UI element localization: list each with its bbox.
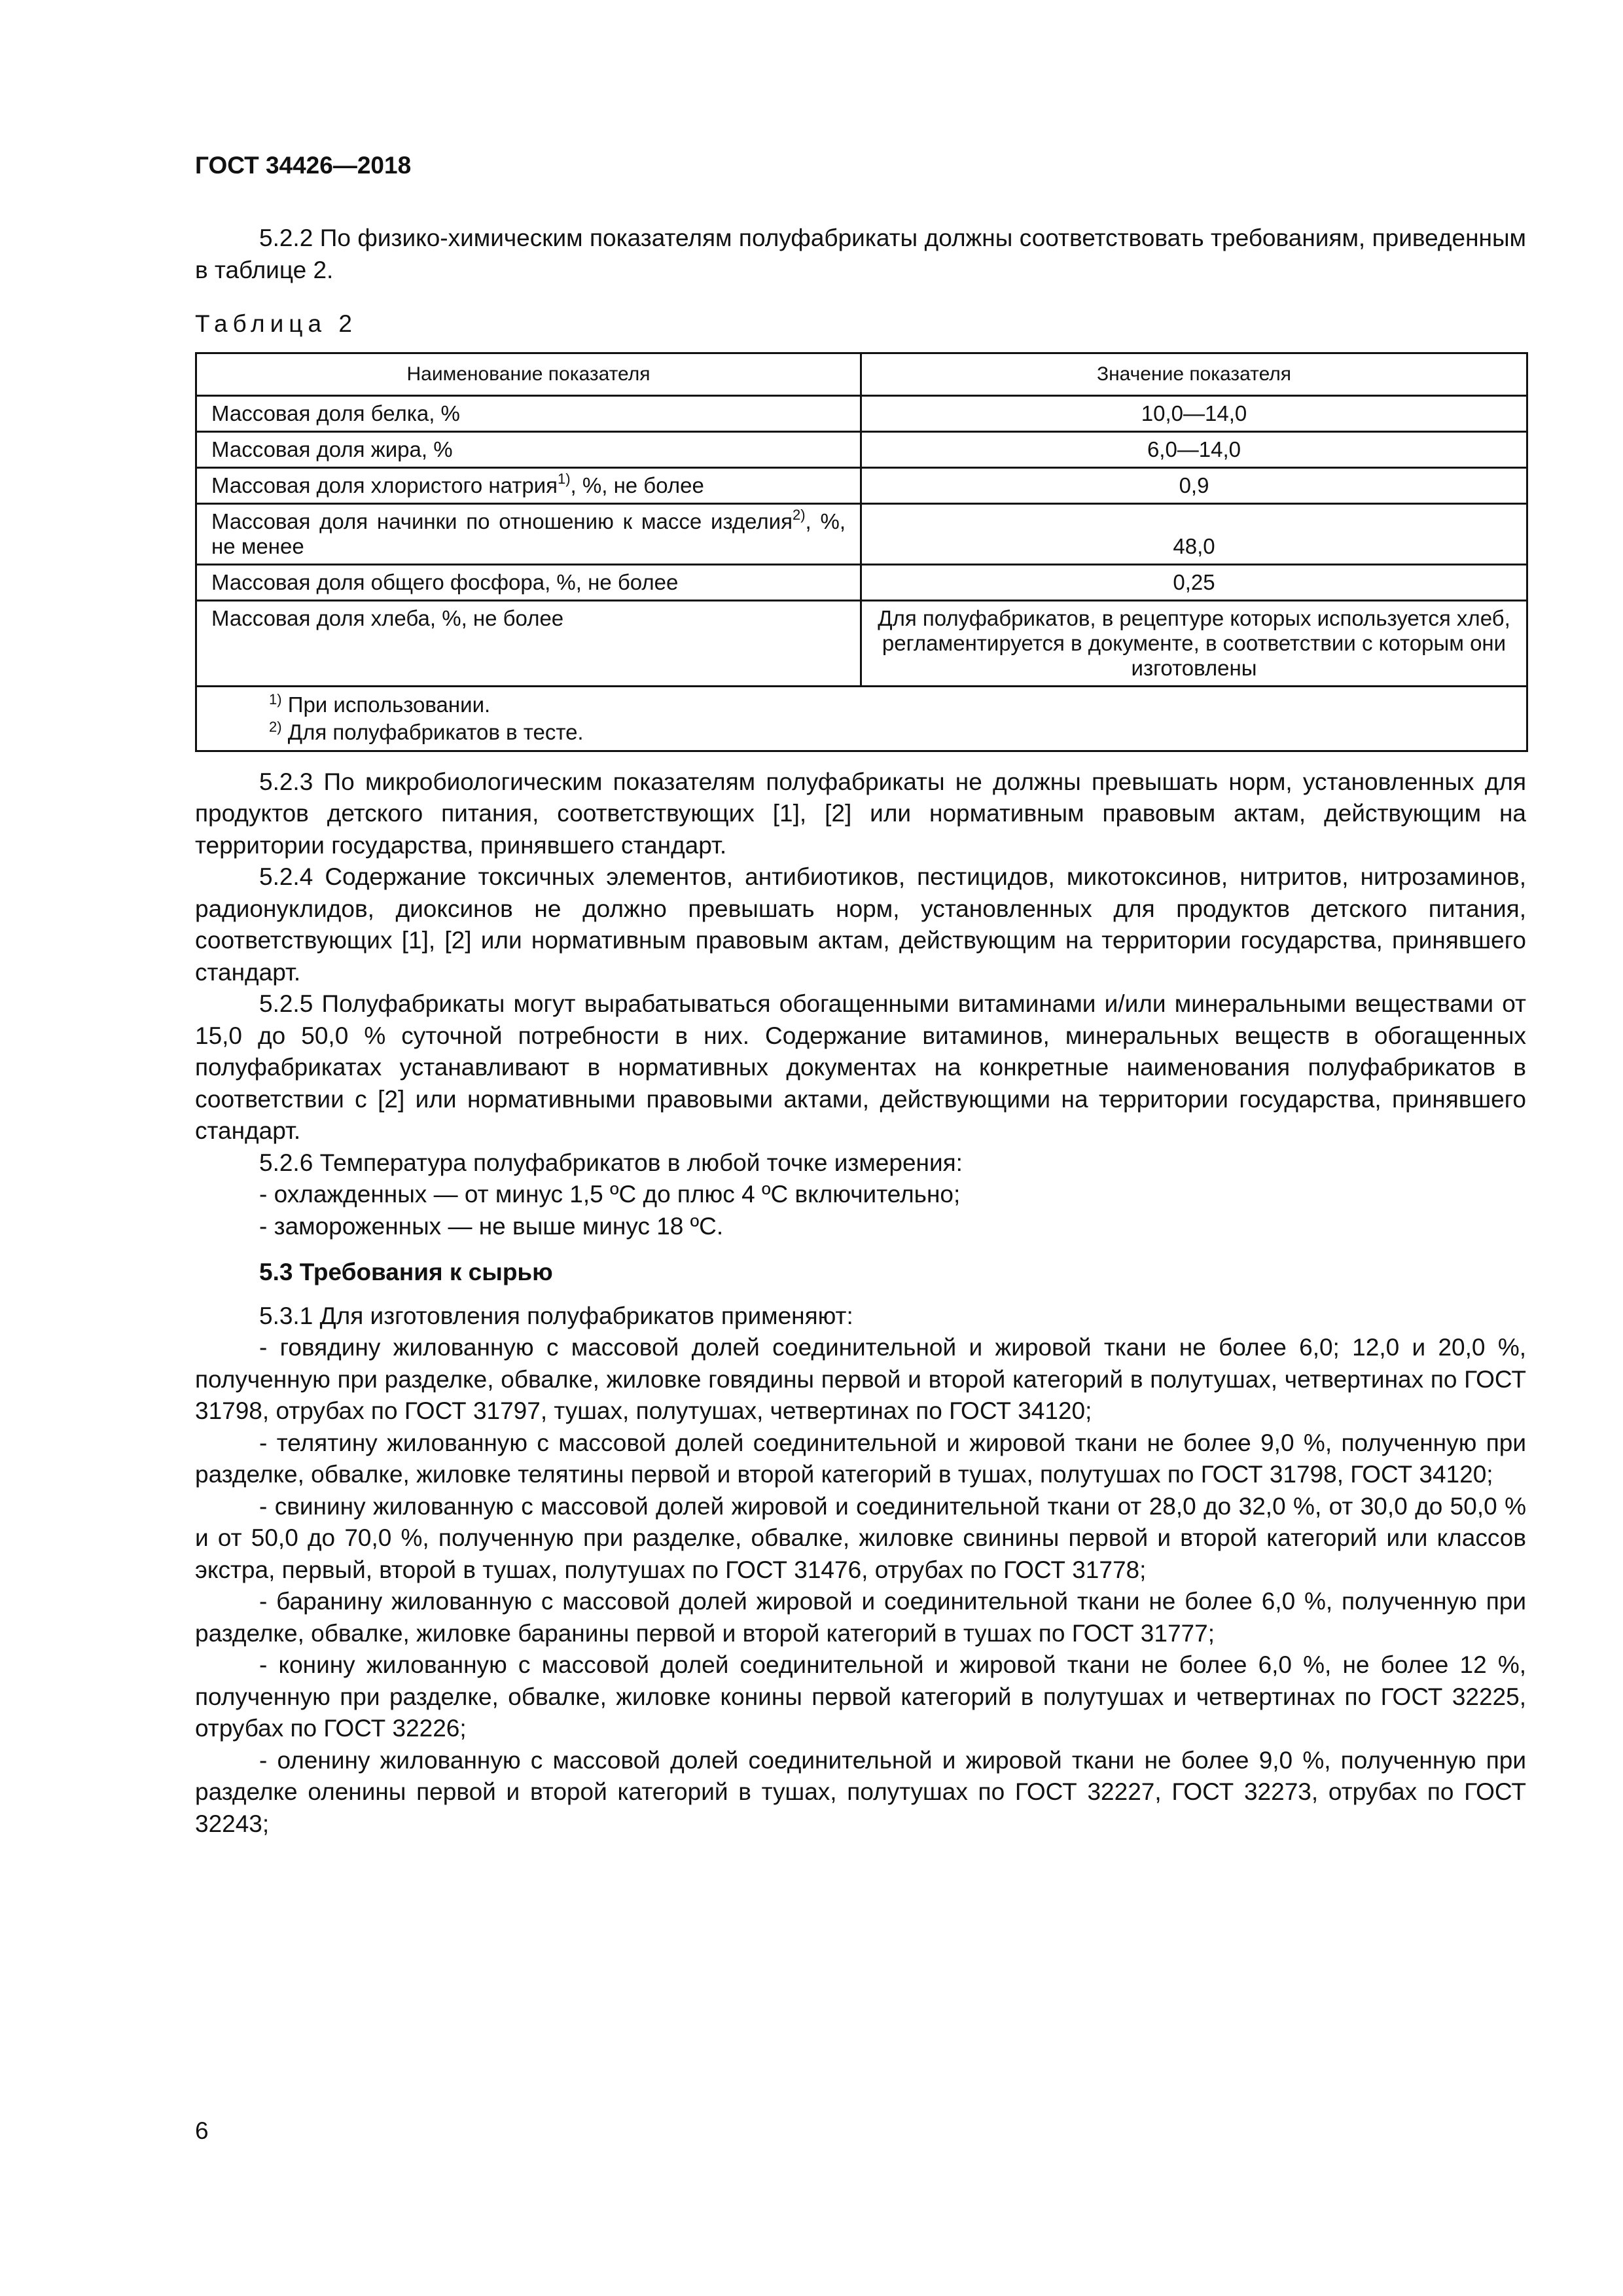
table-notes-row [196,686,1527,751]
row-name-suffix: , %, не менее [211,509,846,558]
list-item: - замороженных — не выше минус 18 ºС. [259,1212,724,1240]
column-header-value: Значение показателя [861,353,1527,395]
indicators-table [195,352,1528,752]
list-item: - телятину жилованную с массовой долей соединительной и жировой ткани не более 9,0 %, полученную при разделке, обвалке, жиловке телятины первой и второй категорий в тушах, полутушах по ГОСТ 31798, ГОСТ 34120; [195,1429,1526,1488]
row-value: 0,9 [861,467,1527,503]
row-name [196,503,861,564]
list-item: - оленину жилованную с массовой долей соединительной и жировой ткани не более 9,0 %, полученную при разделке оленины первой и второй категорий в тушах, полутушах по ГОСТ 32227, ГОСТ 32273, отрубах по ГОСТ 32243; [195,1746,1526,1837]
paragraph-5-2-2: 5.2.2 По физико-химическим показателям полуфабрикаты должны соответствовать требованиям, приведенным в таблице 2. [195,224,1526,283]
row-name-suffix: , %, не более [570,473,704,497]
table-caption: Таблица 2 [195,310,357,337]
row-value: Для полуфабрикатов, в рецептуре которых используется хлеб, регламентируется в документе, в соответствии с которым они изготовлены [861,600,1527,686]
table-note [269,719,1512,746]
page-number: 6 [195,2117,209,2144]
document-id: ГОСТ 34426—2018 [195,152,412,179]
footnote-mark: 2) [792,506,806,523]
paragraph-5-2-5: 5.2.5 Полуфабрикаты могут вырабатываться обогащенными витаминами и/или минеральными веществами от 15,0 до 50,0 % суточной потребности в них. Содержание витаминов, минеральных веществ в обогащенных полуфабрикатах устанавливают в нормативных документах на конкретные наименования полуфабрикатов в соответствии с [2] или нормативными правовыми актами, действующими на территории государства, принявшего стандарт. [195,990,1526,1144]
list-item: - охлажденных — от минус 1,5 ºС до плюс 4 ºС включительно; [259,1181,961,1208]
table-row [196,503,1527,564]
row-name: Массовая доля белка, % [196,395,861,431]
row-value: 48,0 [861,503,1527,564]
paragraph-5-2-6: 5.2.6 Температура полуфабрикатов в любой точке измерения: [259,1149,963,1176]
note-text: При использовании. [287,692,491,717]
footnote-mark: 1) [269,691,282,708]
row-name [196,467,861,503]
list-item: - баранину жилованную с массовой долей жировой и соединительной ткани не более 6,0 %, полученную при разделке, обвалке, жиловке баранины первой и второй категорий в тушах по ГОСТ 31777; [195,1588,1526,1647]
column-header-name: Наименование показателя [196,353,861,395]
paragraph-5-2-4: 5.2.4 Содержание токсичных элементов, антибиотиков, пестицидов, микотоксинов, нитритов, нитрозаминов, радионуклидов, диоксинов не должно превышать норм, установленных для продуктов детского питания, соответствующих [1], [2] или нормативным правовым актам, действующим на территории государства, принявшего стандарт. [195,863,1526,986]
table-header-row [196,353,1527,395]
row-name [196,431,861,467]
row-value: 0,25 [861,564,1527,600]
section-title: 5.3 Требования к сырью [259,1259,553,1285]
note-text: Для полуфабрикатов в тесте. [287,719,584,744]
footnote-mark: 2) [269,718,282,735]
footnote-mark: 1) [557,470,571,487]
row-value: 6,0—14,0 [861,431,1527,467]
row-name-text: Массовая доля хлористого натрия [211,473,558,497]
list-item: - конину жилованную с массовой долей соединительной и жировой ткани не более 6,0 %, не более 12 %, полученную при разделке, обвалке, жиловке конины первой категорий в полутушах и четвертинах по ГОСТ 32225, отрубах по ГОСТ 32226; [195,1651,1526,1742]
paragraph-5-2-3: 5.2.3 По микробиологическим показателям полуфабрикаты не должны превышать норм, установленных для продуктов детского питания, соответствующих [1], [2] или нормативным правовым актам, действующим на территории государства, принявшего стандарт. [195,768,1526,859]
table-note [269,691,1512,719]
row-name-text: Массовая доля начинки по отношению к массе изделия [211,509,793,533]
page-content [195,223,1526,1840]
paragraph-5-3-1: 5.3.1 Для изготовления полуфабрикатов применяют: [259,1302,853,1329]
table-row [196,564,1527,600]
table-row [196,395,1527,431]
row-name: Массовая доля общего фосфора, %, не более [196,564,861,600]
list-item: - свинину жилованную с массовой долей жировой и соединительной ткани от 28,0 до 32,0 %, от 30,0 до 50,0 % и от 50,0 до 70,0 %, полученную при разделке, обвалке, жиловке свинины первой и второй категорий или классов экстра, первый, второй в тушах, полутушах по ГОСТ 31476, отрубах по ГОСТ 31778; [195,1492,1526,1583]
row-value: 10,0—14,0 [861,395,1527,431]
table-row [196,600,1527,686]
list-item: - говядину жилованную с массовой долей соединительной и жировой ткани не более 6,0; 12,0 и 20,0 %, полученную при разделке, обвалке, жиловке говядины первой и второй категорий в полутушах, четвертинах по ГОСТ 31798, отрубах по ГОСТ 31797, тушах, полутушах, четвертинах по ГОСТ 34120; [195,1334,1526,1424]
table-row [196,467,1527,503]
row-name: Массовая доля хлеба, %, не более [196,600,861,686]
table-row [196,431,1527,467]
row-name-text: Массовая доля жира, % [211,437,453,461]
table-notes [196,686,1527,751]
